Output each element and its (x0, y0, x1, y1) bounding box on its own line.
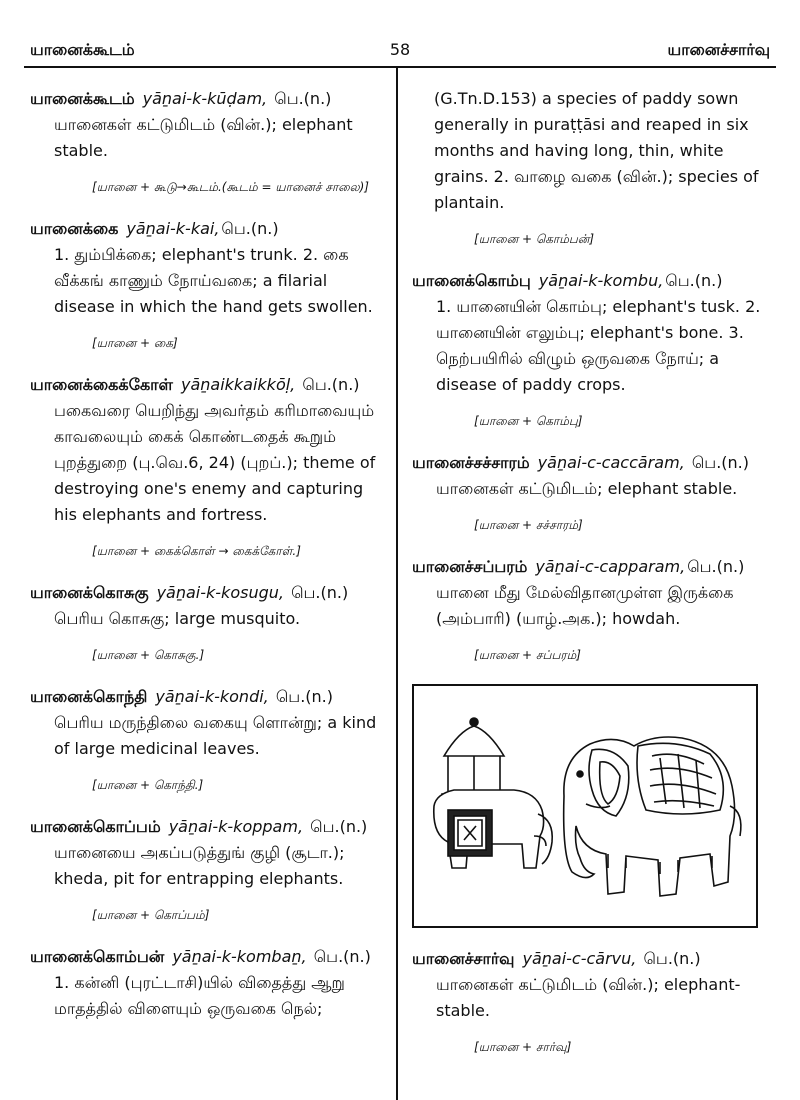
headword: யானைக்கொம்பு (412, 271, 531, 290)
etymology: [யானை + கை] (92, 336, 178, 350)
headword: யானைக்கொசுகு (30, 583, 149, 602)
dictionary-entry (30, 580, 388, 664)
etymology: [யானை + கொம்பன்] (474, 232, 595, 246)
continued-definition: (G.Tn.D.153) a species of paddy sown generally in puraṭṭāsi and reaped in six months and having long, thin, white grains. 2. வாழை வகை (வின்.); species of plantain. (434, 89, 759, 212)
dictionary-entry (30, 944, 388, 1022)
dictionary-entry (30, 814, 388, 924)
part-of-speech: பெ.(n.) (665, 271, 723, 290)
definition: பெரிய கொசுகு; large musquito. (54, 609, 301, 628)
part-of-speech: பெ.(n.) (310, 817, 368, 836)
dictionary-entry (412, 268, 772, 430)
etymology: [யானை + கூடு→கூடம்.(கூடம் = யானைச் சாலை)] (92, 180, 369, 194)
headword: யானைச்சப்பரம் (412, 557, 528, 576)
part-of-speech: பெ.(n.) (691, 453, 749, 472)
headword: யானைச்சச்சாரம் (412, 453, 530, 472)
dictionary-entry (412, 554, 772, 664)
definition: பெரிய மருந்திலை வகையு ளொன்று; a kind of large medicinal leaves. (54, 713, 377, 758)
transliteration: yāṉai-k-kūḍam, (142, 89, 268, 108)
part-of-speech: பெ.(n.) (643, 949, 701, 968)
header-right-guide-word: யானைச்சார்வு (667, 40, 770, 59)
etymology: [யானை + கொசுகு.] (92, 648, 205, 662)
headword: யானைக்கை (30, 219, 119, 238)
header-left-guide-word: யானைக்கூடம் (30, 40, 135, 59)
elephant-drawing (414, 686, 756, 926)
definition: யானைகள் கட்டுமிடம் (வின்.); elephant-stable. (436, 975, 741, 1020)
transliteration: yāṉai-k-kombu, (538, 271, 664, 290)
dictionary-entry (412, 450, 772, 534)
part-of-speech: பெ.(n.) (274, 89, 332, 108)
transliteration: yāṉai-k-kosugu, (156, 583, 284, 602)
part-of-speech: பெ.(n.) (291, 583, 349, 602)
headword: யானைக்கொம்பன் (30, 947, 165, 966)
page-number: 58 (389, 40, 411, 59)
dictionary-entry (30, 86, 388, 196)
headword: யானைக்கொந்தி (30, 687, 148, 706)
right-column (412, 86, 772, 1076)
part-of-speech: பெ.(n.) (687, 557, 745, 576)
transliteration: yāṉai-k-koppam, (168, 817, 304, 836)
transliteration: yāṉai-c-capparam, (535, 557, 686, 576)
transliteration: yāṉai-c-cārvu, (522, 949, 637, 968)
definition: பகைவரை யெறிந்து அவர்தம் கரிமாவையும் காவலையும் கைக் கொண்டதைக் கூறும் புறத்துறை (பு.வெ.6, 24) (புறப்.); theme of destroying one's enemy and capturing his elephants and fortress. (54, 401, 376, 524)
etymology: [யானை + கைக்கொள் → கைக்கோள்.] (92, 544, 301, 558)
decorated-elephant (564, 737, 741, 896)
part-of-speech: பெ.(n.) (302, 375, 360, 394)
dictionary-entry (30, 372, 388, 560)
headword: யானைக்கைக்கோள் (30, 375, 173, 394)
etymology: [யானை + சப்பரம்] (474, 648, 581, 662)
header-rule (24, 66, 776, 68)
page-header (0, 0, 800, 68)
dictionary-entry (30, 216, 388, 352)
elephant-illustration (412, 684, 758, 928)
transliteration: yāṉai-k-kombaṉ, (172, 947, 307, 966)
column-divider (396, 68, 398, 1100)
headword: யானைக்கூடம் (30, 89, 135, 108)
transliteration: yāṉai-k-kai, (126, 219, 220, 238)
part-of-speech: பெ.(n.) (313, 947, 371, 966)
howdah-elephant (434, 718, 552, 868)
etymology: [யானை + கொம்பு] (474, 414, 583, 428)
etymology: [யானை + சச்சாரம்] (474, 518, 583, 532)
headword: யானைக்கொப்பம் (30, 817, 161, 836)
definition: 1. யானையின் கொம்பு; elephant's tusk. 2. யானையின் எலும்பு; elephant's bone. 3. நெற்பயிரில் விழும் ஒருவகை நோய்; a disease of paddy crops. (436, 297, 761, 394)
definition: 1. கன்னி (புரட்டாசி)யில் விதைத்து ஆறு மாதத்தில் விளையும் ஒருவகை நெல்; (54, 973, 345, 1018)
etymology: [யானை + கொந்தி.] (92, 778, 204, 792)
etymology: [யானை + சார்வு] (474, 1040, 572, 1054)
definition: யானையை அகப்படுத்துங் குழி (சூடா.); kheda, pit for entrapping elephants. (54, 843, 345, 888)
definition: யானைகள் கட்டுமிடம்; elephant stable. (436, 479, 738, 498)
part-of-speech: பெ.(n.) (221, 219, 279, 238)
transliteration: yāṉai-k-kondi, (155, 687, 269, 706)
transliteration: yāṉai-c-caccāram, (537, 453, 685, 472)
definition: யானைகள் கட்டுமிடம் (வின்.); elephant stable. (54, 115, 353, 160)
dictionary-entry (30, 684, 388, 794)
etymology: [யானை + கொப்பம்] (92, 908, 210, 922)
part-of-speech: பெ.(n.) (275, 687, 333, 706)
transliteration: yāṉaikkaikkōḷ, (180, 375, 296, 394)
definition: 1. தும்பிக்கை; elephant's trunk. 2. கை வீக்கங் காணும் நோய்வகை; a filarial disease in which the hand gets swollen. (54, 245, 373, 316)
dictionary-entry (412, 946, 772, 1056)
left-column (30, 86, 388, 1034)
headword: யானைச்சார்வு (412, 949, 515, 968)
definition: யானை மீது மேல்விதானமுள்ள இருக்கை (அம்பாரி) (யாழ்.அக.); howdah. (436, 583, 734, 628)
